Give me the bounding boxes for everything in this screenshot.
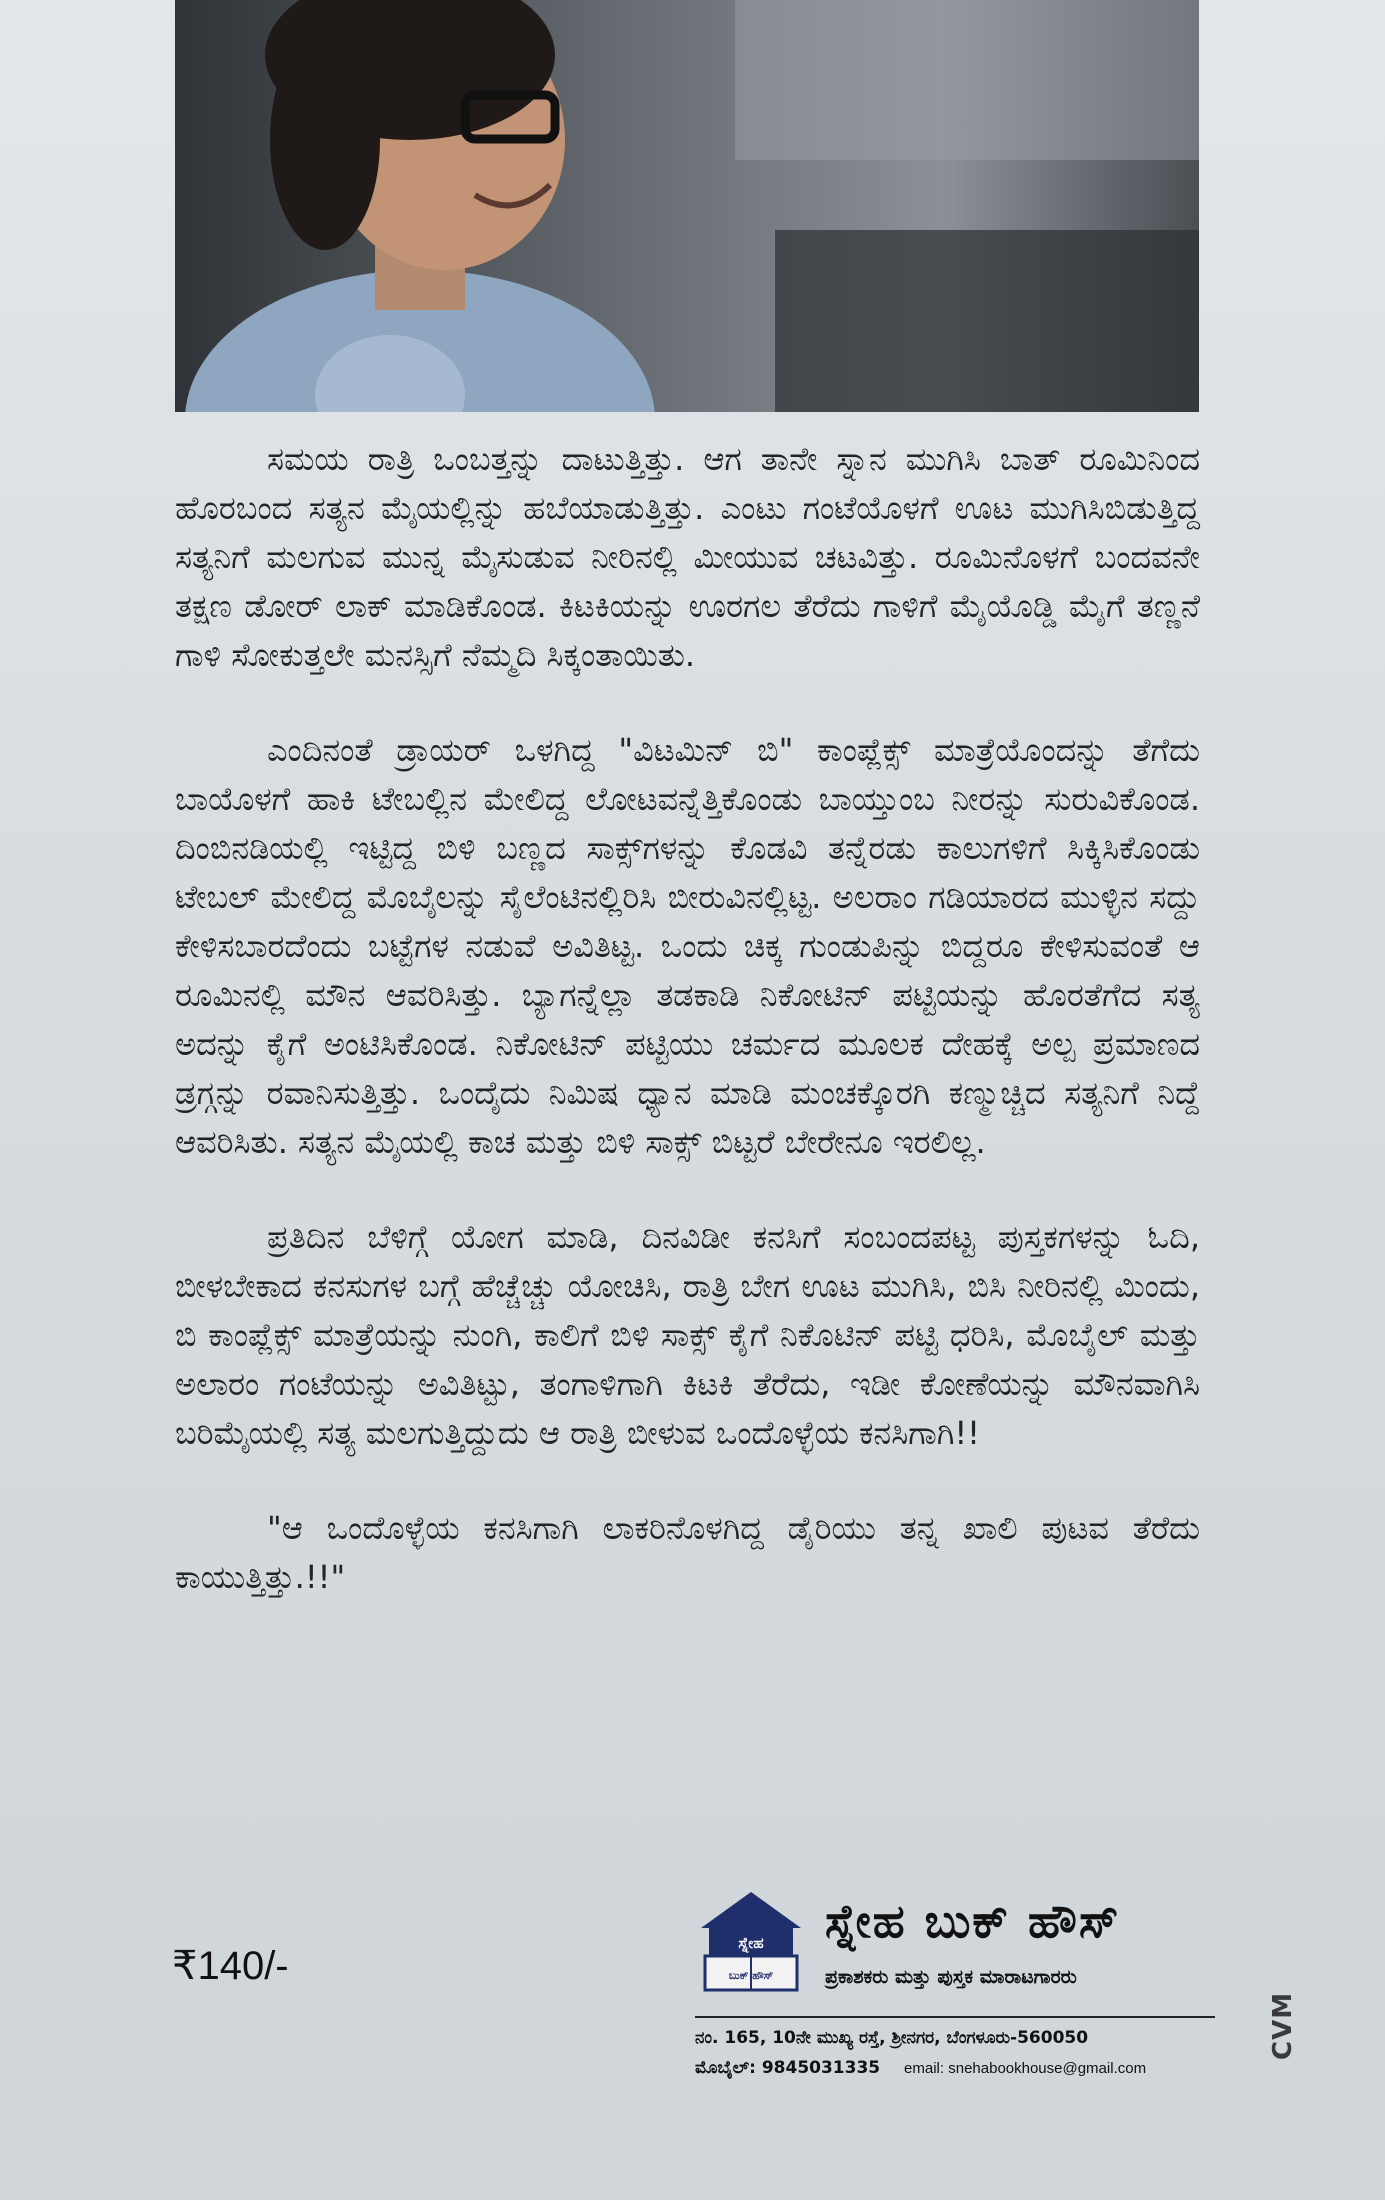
blurb-paragraph-3: ಪ್ರತಿದಿನ ಬೆಳಿಗ್ಗೆ ಯೋಗ ಮಾಡಿ, ದಿನವಿಡೀ ಕನಸಿಗೆ ಸಂಬಂದಪಟ್ಟ ಪುಸ್ತಕಗಳನ್ನು ಓದಿ, ಬೀಳಬೇಕಾದ ಕನಸುಗಳ ಬಗ್ಗೆ ಹೆಚ್ಚೆಚ್ಚು ಯೋಚಿಸಿ, ರಾತ್ರಿ ಬೇಗ ಊಟ ಮುಗಿಸಿ, ಬಿಸಿ ನೀರಿನಲ್ಲಿ ಮಿಂದು, ಬಿ ಕಾಂಪ್ಲೆಕ್ಸ್ ಮಾತ್ರೆಯನ್ನು ನುಂಗಿ, ಕಾಲಿಗೆ ಬಿಳಿ ಸಾಕ್ಸ್ ಕೈಗೆ ನಿಕೊಟಿನ್ ಪಟ್ಟಿ ಧರಿಸಿ, ಮೊಬೈಲ್ ಮತ್ತು ಅಲಾರಂ ಗಂಟೆಯನ್ನು ಅವಿತಿಟ್ಟು, ತಂಗಾಳಿಗಾಗಿ ಕಿಟಕಿ ತೆರೆದು, ಇಡೀ ಕೋಣೆಯನ್ನು ಮೌನವಾಗಿಸಿ ಬರಿಮೈಯಲ್ಲಿ ಸತ್ಯ ಮಲಗುತ್ತಿದ್ದುದು ಆ ರಾತ್ರಿ ಬೀಳುವ ಒಂದೊಳ್ಳೆಯ ಕನಸಿಗಾಗಿ!! <box>175 1218 1200 1452</box>
publisher-logo-icon <box>695 1888 807 1998</box>
blurb-paragraph-2: ಎಂದಿನಂತೆ ಡ್ರಾಯರ್ ಒಳಗಿದ್ದ "ವಿಟಮಿನ್ ಬಿ" ಕಾಂಪ್ಲೆಕ್ಸ್ ಮಾತ್ರೆಯೊಂದನ್ನು ತೆಗೆದು ಬಾಯೊಳಗೆ ಹಾಕಿ ಟೇಬಲ್ಲಿನ ಮೇಲಿದ್ದ ಲೋಟವನ್ನೆತ್ತಿಕೊಂಡು ಬಾಯ್ತುಂಬ ನೀರನ್ನು ಸುರುವಿಕೊಂಡ. ದಿಂಬಿನಡಿಯಲ್ಲಿ ಇಟ್ಟಿದ್ದ ಬಿಳಿ ಬಣ್ಣದ ಸಾಕ್ಸ್‌ಗಳನ್ನು ಕೊಡವಿ ತನ್ನೆರಡು ಕಾಲುಗಳಿಗೆ ಸಿಕ್ಕಿಸಿಕೊಂಡು ಟೇಬಲ್ ಮೇಲಿದ್ದ ಮೊಬೈಲನ್ನು ಸೈಲೆಂಟಿನಲ್ಲಿರಿಸಿ ಬೀರುವಿನಲ್ಲಿಟ್ಟ. ಅಲರಾಂ ಗಡಿಯಾರದ ಮುಳ್ಳಿನ ಸದ್ದು ಕೇಳಿಸಬಾರದೆಂದು ಬಟ್ಟೆಗಳ ನಡುವೆ ಅವಿತಿಟ್ಟ. ಒಂದು ಚಿಕ್ಕ ಗುಂಡುಪಿನ್ನು ಬಿದ್ದರೂ ಕೇಳಿಸುವಂತೆ ಆ ರೂಮಿನಲ್ಲಿ ಮೌನ ಆವರಿಸಿತ್ತು. ಬ್ಯಾಗನ್ನೆಲ್ಲಾ ತಡಕಾಡಿ ನಿಕೋಟಿನ್ ಪಟ್ಟಿಯನ್ನು ಹೊರತೆಗೆದ ಸತ್ಯ ಅದನ್ನು ಕೈಗೆ ಅಂಟಿಸಿಕೊಂಡ. ನಿಕೋಟಿನ್ ಪಟ್ಟಿಯು ಚರ್ಮದ ಮೂಲಕ ದೇಹಕ್ಕೆ ಅಲ್ಪ ಪ್ರಮಾಣದ ಡ್ರಗ್ಗನ್ನು ರವಾನಿಸುತ್ತಿತ್ತು. ಒಂದೈದು ನಿಮಿಷ ಧ್ಯಾನ ಮಾಡಿ ಮಂಚಕ್ಕೊರಗಿ ಕಣ್ಮುಚ್ಚಿದ ಸತ್ಯನಿಗೆ ನಿದ್ದೆ ಆವರಿಸಿತು. ಸತ್ಯನ ಮೈಯಲ್ಲಿ ಕಾಚ ಮತ್ತು ಬಿಳಿ ಸಾಕ್ಸ್ ಬಿಟ್ಟರೆ ಬೇರೇನೂ ಇರಲಿಲ್ಲ. <box>175 731 1200 1161</box>
blurb-text <box>175 435 1200 1602</box>
divider <box>695 2016 1215 2018</box>
spine-mark: CVM <box>1268 1991 1298 2060</box>
publisher-address: ನಂ. 165, 10ನೇ ಮುಖ್ಯ ರಸ್ತೆ, ಶ್ರೀನಗರ, ಬೆಂಗಳೂರು-560050 <box>695 2028 1089 2048</box>
publisher-phone: ಮೊಬೈಲ್: 9845031335 <box>695 2058 881 2078</box>
blurb-paragraph-1: ಸಮಯ ರಾತ್ರಿ ಒಂಬತ್ತನ್ನು ದಾಟುತ್ತಿತ್ತು. ಆಗ ತಾನೇ ಸ್ನಾನ ಮುಗಿಸಿ ಬಾತ್ ರೂಮಿನಿಂದ ಹೊರಬಂದ ಸತ್ಯನ ಮೈಯಲ್ಲಿನ್ನು ಹಬೆಯಾಡುತ್ತಿತ್ತು. ಎಂಟು ಗಂಟೆಯೊಳಗೆ ಊಟ ಮುಗಿಸಿಬಿಡುತ್ತಿದ್ದ ಸತ್ಯನಿಗೆ ಮಲಗುವ ಮುನ್ನ ಮೈಸುಡುವ ನೀರಿನಲ್ಲಿ ಮೀಯುವ ಚಟವಿತ್ತು. ರೂಮಿನೊಳಗೆ ಬಂದವನೇ ತಕ್ಷಣ ಡೋರ್ ಲಾಕ್ ಮಾಡಿಕೊಂಡ. ಕಿಟಕಿಯನ್ನು ಊರಗಲ ತೆರೆದು ಗಾಳಿಗೆ ಮೈಯೊಡ್ಡಿ ಮೈಗೆ ತಣ್ಣನೆ ಗಾಳಿ ಸೋಕುತ್ತಲೇ ಮನಸ್ಸಿಗೆ ನೆಮ್ಮದಿ ಸಿಕ್ಕಂತಾಯಿತು. <box>175 440 1200 674</box>
blurb-quote: "ಆ ಒಂದೊಳ್ಳೆಯ ಕನಸಿಗಾಗಿ ಲಾಕರಿನೊಳಗಿದ್ದ ಡೈರಿಯು ತನ್ನ ಖಾಲಿ ಪುಟವ ತೆರೆದು ಕಾಯುತ್ತಿತ್ತು.!!" <box>175 1509 1200 1596</box>
publisher-tagline: ಪ್ರಕಾಶಕರು ಮತ್ತು ಪುಸ್ತಕ ಮಾರಾಟಗಾರರು <box>825 1966 1077 1988</box>
publisher-name: ಸ್ನೇಹ ಬುಕ್ ಹೌಸ್ <box>825 1894 1121 1948</box>
logo-bottom-text: ಬುಕ್ ಹೌಸ್ <box>728 1969 774 1982</box>
author-photo <box>175 0 1199 412</box>
logo-top-text: ಸ್ನೇಹ <box>738 1934 764 1952</box>
price-label: ₹140/- <box>172 1944 289 1988</box>
publisher-contact <box>695 2058 1146 2078</box>
publisher-email: email: snehabookhouse@gmail.com <box>904 2060 1147 2077</box>
